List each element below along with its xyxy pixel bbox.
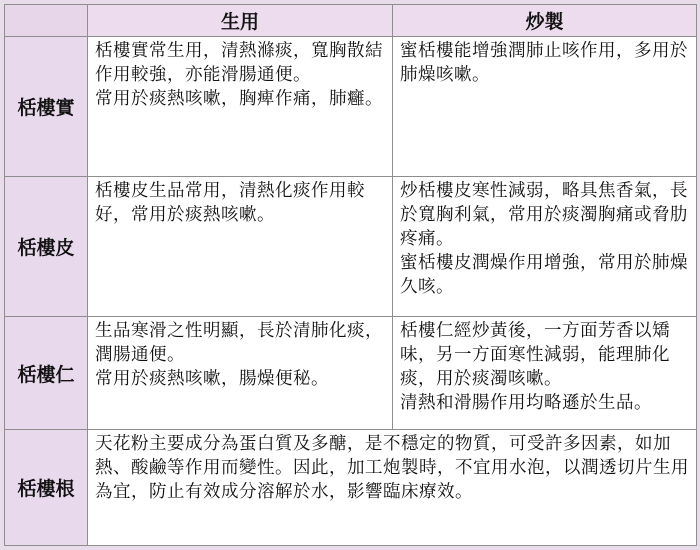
paragraph: 生品寒滑之性明顯，長於清肺化痰，潤腸通便。 <box>95 321 383 365</box>
paragraph: 栝樓仁經炒黃後，一方面芳香以矯味，另一方面寒性減弱，能理肺化痰，用於痰濁咳嗽。 <box>400 321 670 389</box>
table-row <box>5 317 697 430</box>
paragraph: 清熱和滑腸作用均略遜於生品。 <box>400 393 652 413</box>
header-raw-use: 生用 <box>88 5 393 37</box>
cell-processed-gualou-ren <box>393 317 697 430</box>
row-header-gualou-gen: 栝樓根 <box>5 430 88 546</box>
paragraph: 栝樓皮生品常用，清熱化痰作用較好，常用於痰熱咳嗽。 <box>95 181 365 225</box>
paragraph: 常用於痰熱咳嗽，腸燥便秘。 <box>95 369 329 389</box>
cell-raw-gualou-pi <box>88 177 393 317</box>
paragraph: 天花粉主要成分為蛋白質及多醣，是不穩定的物質，可受許多因素，如加熱、酸鹼等作用而變性。因此，加工炮製時，不宜用水泡，以潤透切片生用為宜，防止有效成分溶解於水，影響臨床療效。 <box>95 434 689 502</box>
processing-comparison-table <box>4 4 697 546</box>
row-header-gualou-pi: 栝樓皮 <box>5 177 88 317</box>
paragraph: 炒栝樓皮寒性減弱，略具焦香氣，長於寬胸利氣，常用於痰濁胸痛或脅肋疼痛。 <box>400 181 688 249</box>
corner-header <box>5 5 88 37</box>
paragraph: 蜜栝樓能增強潤肺止咳作用，多用於肺燥咳嗽。 <box>400 41 688 85</box>
table-row <box>5 177 697 317</box>
row-header-gualou-ren: 栝樓仁 <box>5 317 88 430</box>
header-row <box>5 5 697 37</box>
table-row <box>5 37 697 177</box>
paragraph: 常用於痰熱咳嗽，胸痺作痛，肺癰。 <box>95 89 383 109</box>
row-header-gualou-shi: 栝樓實 <box>5 37 88 177</box>
paragraph: 栝樓實常生用，清熱滌痰，寬胸散結作用較強，亦能滑腸通便。 <box>95 41 383 85</box>
table-row <box>5 430 697 546</box>
header-processed: 炒製 <box>393 5 697 37</box>
cell-raw-gualou-shi <box>88 37 393 177</box>
paragraph: 蜜栝樓皮潤燥作用增強，常用於肺燥久咳。 <box>400 253 688 297</box>
cell-processed-gualou-shi <box>393 37 697 177</box>
cell-processed-gualou-pi <box>393 177 697 317</box>
table-frame <box>4 4 696 546</box>
cell-raw-gualou-ren <box>88 317 393 430</box>
cell-merged-gualou-gen <box>88 430 697 546</box>
